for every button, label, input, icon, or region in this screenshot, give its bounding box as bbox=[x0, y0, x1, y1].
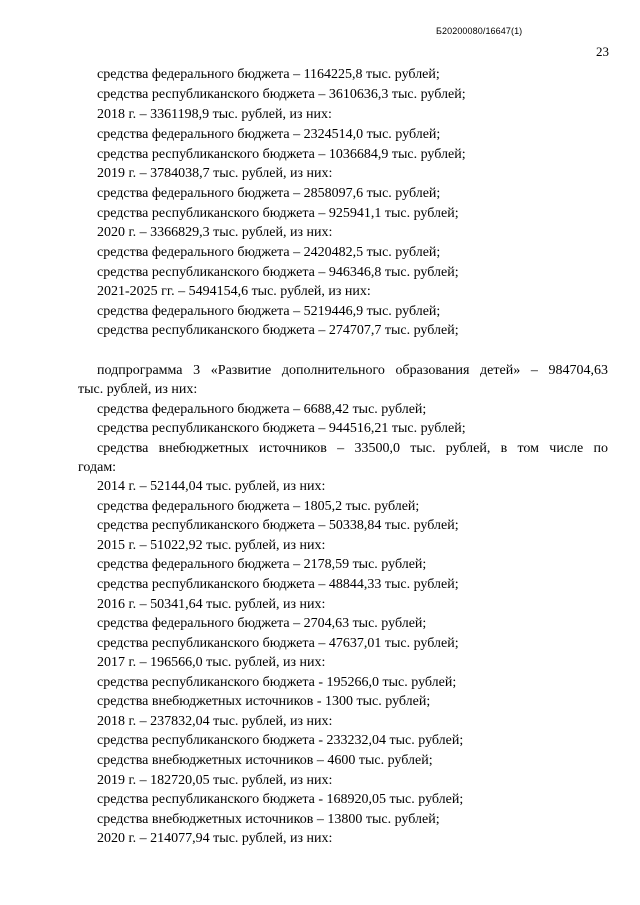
funding-line: средства республиканского бюджета – 1036684,9 тыс. рублей; bbox=[97, 147, 466, 162]
year-line: 2019 г. – 182720,05 тыс. рублей, из них: bbox=[97, 773, 333, 788]
funding-line: средства внебюджетных источников – 4600 тыс. рублей; bbox=[97, 753, 433, 768]
funding-line: средства федерального бюджета – 2420482,5 тыс. рублей; bbox=[97, 245, 441, 260]
year-line: 2020 г. – 3366829,3 тыс. рублей, из них: bbox=[97, 225, 333, 240]
funding-line: средства республиканского бюджета – 274707,7 тыс. рублей; bbox=[97, 323, 459, 338]
funding-line: средства федерального бюджета – 2858097,6 тыс. рублей; bbox=[97, 186, 441, 201]
year-line: 2019 г. – 3784038,7 тыс. рублей, из них: bbox=[97, 166, 333, 181]
year-line: 2021-2025 гг. – 5494154,6 тыс. рублей, из них: bbox=[97, 284, 371, 299]
funding-line: средства федерального бюджета – 2178,59 тыс. рублей; bbox=[97, 557, 427, 572]
year-line: 2014 г. – 52144,04 тыс. рублей, из них: bbox=[97, 479, 326, 494]
funding-line: средства внебюджетных источников – 13800 тыс. рублей; bbox=[97, 812, 440, 827]
funding-line: средства республиканского бюджета – 47637,01 тыс. рублей; bbox=[97, 636, 459, 651]
funding-line: средства республиканского бюджета – 946346,8 тыс. рублей; bbox=[97, 265, 459, 280]
funding-line: средства республиканского бюджета – 944516,21 тыс. рублей; bbox=[97, 421, 466, 436]
year-line: 2018 г. – 3361198,9 тыс. рублей, из них: bbox=[97, 107, 332, 122]
page-number: 23 bbox=[596, 44, 609, 59]
offbudget-line: средства внебюджетных источников – 33500,0 тыс. рублей, в том числе по bbox=[97, 441, 608, 456]
funding-line: средства федерального бюджета – 2704,63 тыс. рублей; bbox=[97, 616, 427, 631]
funding-line: средства федерального бюджета – 6688,42 тыс. рублей; bbox=[97, 402, 427, 417]
document-id: Б20200080/16647(1) bbox=[436, 26, 523, 36]
year-line: 2015 г. – 51022,92 тыс. рублей, из них: bbox=[97, 538, 326, 553]
funding-line: средства республиканского бюджета - 168920,05 тыс. рублей; bbox=[97, 792, 464, 807]
funding-line: средства республиканского бюджета - 195266,0 тыс. рублей; bbox=[97, 675, 457, 690]
year-line: 2018 г. – 237832,04 тыс. рублей, из них: bbox=[97, 714, 333, 729]
year-line: 2020 г. – 214077,94 тыс. рублей, из них: bbox=[97, 831, 333, 846]
funding-line: средства республиканского бюджета – 925941,1 тыс. рублей; bbox=[97, 206, 459, 221]
funding-line: средства федерального бюджета – 1164225,8 тыс. рублей; bbox=[97, 67, 440, 82]
year-line: 2017 г. – 196566,0 тыс. рублей, из них: bbox=[97, 655, 326, 670]
funding-line: средства федерального бюджета – 5219446,9 тыс. рублей; bbox=[97, 304, 441, 319]
funding-line: средства внебюджетных источников - 1300 тыс. рублей; bbox=[97, 694, 431, 709]
funding-line: средства федерального бюджета – 1805,2 тыс. рублей; bbox=[97, 499, 420, 514]
funding-line: средства федерального бюджета – 2324514,0 тыс. рублей; bbox=[97, 127, 441, 142]
funding-line: средства республиканского бюджета – 3610636,3 тыс. рублей; bbox=[97, 87, 466, 102]
funding-line: средства республиканского бюджета - 233232,04 тыс. рублей; bbox=[97, 733, 464, 748]
year-line: 2016 г. – 50341,64 тыс. рублей, из них: bbox=[97, 597, 326, 612]
funding-line: средства республиканского бюджета – 50338,84 тыс. рублей; bbox=[97, 518, 459, 533]
funding-line: средства республиканского бюджета – 48844,33 тыс. рублей; bbox=[97, 577, 459, 592]
subprogram-heading-cont: тыс. рублей, из них: bbox=[78, 382, 198, 397]
subprogram-heading: подпрограмма 3 «Развитие дополнительного образования детей» – 984704,63 bbox=[97, 363, 608, 378]
offbudget-line-cont: годам: bbox=[78, 460, 117, 475]
